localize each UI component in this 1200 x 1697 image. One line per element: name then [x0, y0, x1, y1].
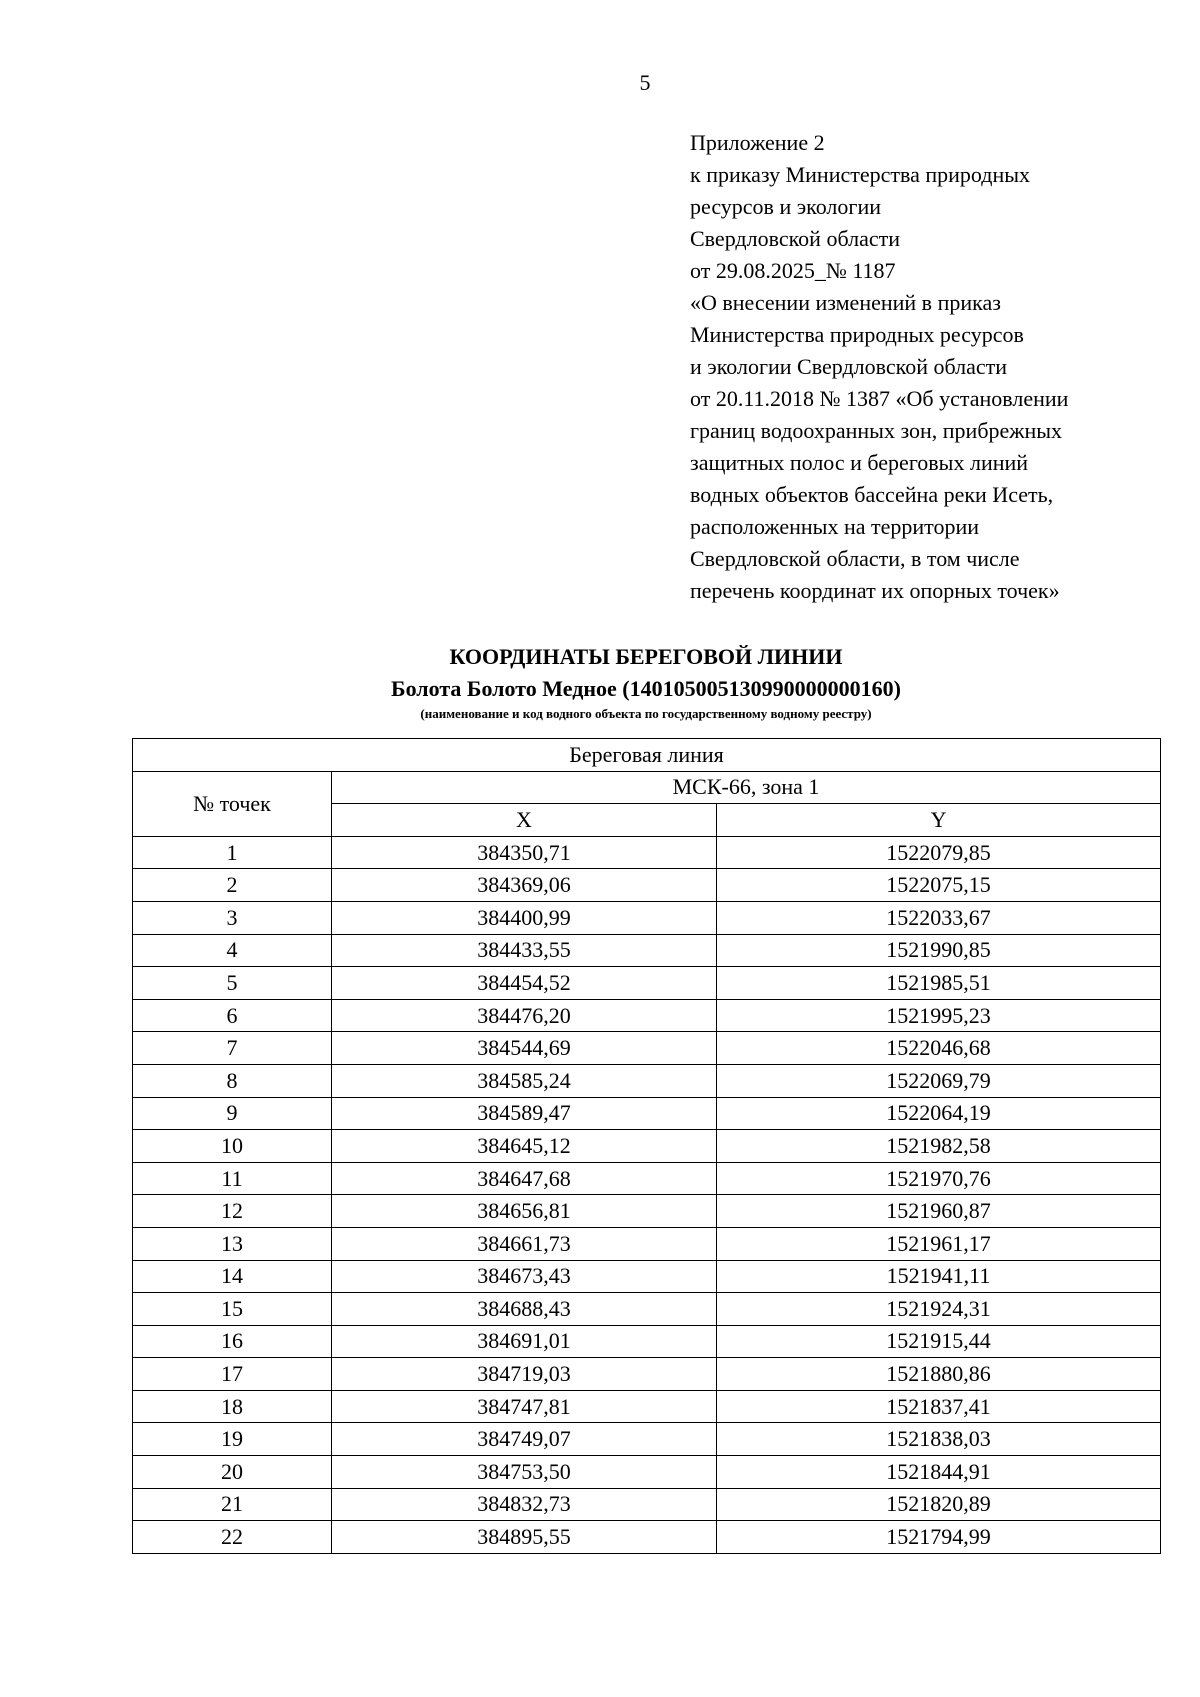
annex-line: от 29.08.2025_№ 1187 — [690, 258, 896, 283]
table-row — [133, 1130, 1161, 1163]
x-coordinate-cell: 384369,06 — [332, 869, 717, 902]
y-coordinate-cell: 1521794,99 — [717, 1521, 1161, 1554]
x-coordinate-cell: 384749,07 — [332, 1423, 717, 1456]
x-coordinate-cell: 384544,69 — [332, 1032, 717, 1065]
y-coordinate-cell: 1521838,03 — [717, 1423, 1161, 1456]
point-number-cell: 18 — [133, 1390, 332, 1423]
table-row — [133, 1162, 1161, 1195]
table-row — [133, 869, 1161, 902]
annex-line: Свердловской области — [690, 226, 900, 251]
table-row — [133, 1064, 1161, 1097]
point-number-cell: 17 — [133, 1358, 332, 1391]
y-coordinate-cell: 1522069,79 — [717, 1064, 1161, 1097]
point-number-cell: 22 — [133, 1521, 332, 1554]
y-coordinate-cell: 1521915,44 — [717, 1325, 1161, 1358]
table-row — [133, 901, 1161, 934]
annex-line: защитных полос и береговых линий — [690, 450, 1029, 475]
point-number-cell: 20 — [133, 1456, 332, 1489]
annex-line: Министерства природных ресурсов — [690, 322, 1024, 347]
y-coordinate-cell: 1521837,41 — [717, 1390, 1161, 1423]
table-row — [133, 1488, 1161, 1521]
point-number-cell: 3 — [133, 901, 332, 934]
y-coordinate-cell: 1521985,51 — [717, 967, 1161, 1000]
x-coordinate-cell: 384585,24 — [332, 1064, 717, 1097]
x-coordinate-cell: 384832,73 — [332, 1488, 717, 1521]
x-coordinate-cell: 384589,47 — [332, 1097, 717, 1130]
point-number-cell: 15 — [133, 1293, 332, 1326]
point-number-cell: 10 — [133, 1130, 332, 1163]
x-coordinate-cell: 384753,50 — [332, 1456, 717, 1489]
point-number-cell: 13 — [133, 1227, 332, 1260]
point-number-cell: 1 — [133, 836, 332, 869]
annex-line: перечень координат их опорных точек» — [690, 578, 1060, 603]
table-row — [133, 967, 1161, 1000]
y-coordinate-cell: 1521924,31 — [717, 1293, 1161, 1326]
annex-line: расположенных на территории — [690, 514, 980, 539]
annex-line: водных объектов бассейна реки Исеть, — [690, 482, 1054, 507]
table-row — [133, 999, 1161, 1032]
page-number: 5 — [639, 70, 651, 95]
y-coordinate-cell: 1521941,11 — [717, 1260, 1161, 1293]
x-coordinate-cell: 384350,71 — [332, 836, 717, 869]
x-coordinate-cell: 384691,01 — [332, 1325, 717, 1358]
y-coordinate-cell: 1522064,19 — [717, 1097, 1161, 1130]
table-row — [133, 1260, 1161, 1293]
table-row — [133, 1325, 1161, 1358]
coordinate-system-header: МСК-66, зона 1 — [332, 771, 1161, 804]
x-coordinate-cell: 384656,81 — [332, 1195, 717, 1228]
table-row — [133, 1097, 1161, 1130]
x-coordinate-cell: 384688,43 — [332, 1293, 717, 1326]
y-header: Y — [717, 804, 1161, 837]
x-coordinate-cell: 384647,68 — [332, 1162, 717, 1195]
table-row — [133, 836, 1161, 869]
table-row — [133, 1521, 1161, 1554]
table-row — [133, 1032, 1161, 1065]
shoreline-header: Береговая линия — [133, 739, 1161, 772]
point-number-cell: 21 — [133, 1488, 332, 1521]
document-title: КООРДИНАТЫ БЕРЕГОВОЙ ЛИНИИ — [449, 644, 843, 669]
annex-line: ресурсов и экологии — [690, 194, 881, 219]
table-row — [133, 1390, 1161, 1423]
y-coordinate-cell: 1521990,85 — [717, 934, 1161, 967]
x-coordinate-cell: 384645,12 — [332, 1130, 717, 1163]
y-coordinate-cell: 1522079,85 — [717, 836, 1161, 869]
annex-line: от 20.11.2018 № 1387 «Об установлении — [690, 386, 1069, 411]
point-number-cell: 6 — [133, 999, 332, 1032]
point-number-cell: 11 — [133, 1162, 332, 1195]
x-coordinate-cell: 384895,55 — [332, 1521, 717, 1554]
point-number-cell: 14 — [133, 1260, 332, 1293]
x-coordinate-cell: 384433,55 — [332, 934, 717, 967]
point-number-cell: 2 — [133, 869, 332, 902]
x-coordinate-cell: 384673,43 — [332, 1260, 717, 1293]
y-coordinate-cell: 1521982,58 — [717, 1130, 1161, 1163]
table-row — [133, 1423, 1161, 1456]
annex-line: границ водоохранных зон, прибрежных — [690, 418, 1063, 443]
annex-block — [690, 127, 1140, 607]
x-coordinate-cell: 384476,20 — [332, 999, 717, 1032]
point-number-cell: 4 — [133, 934, 332, 967]
x-coordinate-cell: 384719,03 — [332, 1358, 717, 1391]
x-coordinate-cell: 384747,81 — [332, 1390, 717, 1423]
table-row — [133, 1293, 1161, 1326]
table-row — [133, 1456, 1161, 1489]
x-coordinate-cell: 384661,73 — [332, 1227, 717, 1260]
point-number-cell: 12 — [133, 1195, 332, 1228]
points-header: № точек — [133, 771, 332, 836]
y-coordinate-cell: 1521970,76 — [717, 1162, 1161, 1195]
table-row — [133, 1195, 1161, 1228]
point-number-cell: 8 — [133, 1064, 332, 1097]
y-coordinate-cell: 1522046,68 — [717, 1032, 1161, 1065]
x-coordinate-cell: 384400,99 — [332, 901, 717, 934]
y-coordinate-cell: 1522033,67 — [717, 901, 1161, 934]
coordinates-table-body — [133, 836, 1161, 1553]
y-coordinate-cell: 1522075,15 — [717, 869, 1161, 902]
annex-line: Свердловской области, в том числе — [690, 546, 1020, 571]
annex-line: и экологии Свердловской области — [690, 354, 1008, 379]
annex-line: «О внесении изменений в приказ — [690, 290, 1001, 315]
coordinates-table — [132, 738, 1161, 1554]
point-number-cell: 7 — [133, 1032, 332, 1065]
y-coordinate-cell: 1521820,89 — [717, 1488, 1161, 1521]
table-row — [133, 1227, 1161, 1260]
y-coordinate-cell: 1521995,23 — [717, 999, 1161, 1032]
point-number-cell: 19 — [133, 1423, 332, 1456]
object-name-note: (наименование и код водного объекта по государственному водному реестру) — [420, 706, 872, 721]
annex-line: Приложение 2 — [690, 130, 825, 155]
y-coordinate-cell: 1521961,17 — [717, 1227, 1161, 1260]
x-coordinate-cell: 384454,52 — [332, 967, 717, 1000]
table-row — [133, 934, 1161, 967]
water-object-name: Болота Болото Медное (140105005130990000000160) — [391, 676, 901, 701]
annex-line: к приказу Министерства природных — [690, 162, 1031, 187]
point-number-cell: 16 — [133, 1325, 332, 1358]
table-row — [133, 1358, 1161, 1391]
y-coordinate-cell: 1521880,86 — [717, 1358, 1161, 1391]
x-header: X — [332, 804, 717, 837]
y-coordinate-cell: 1521960,87 — [717, 1195, 1161, 1228]
point-number-cell: 9 — [133, 1097, 332, 1130]
y-coordinate-cell: 1521844,91 — [717, 1456, 1161, 1489]
point-number-cell: 5 — [133, 967, 332, 1000]
